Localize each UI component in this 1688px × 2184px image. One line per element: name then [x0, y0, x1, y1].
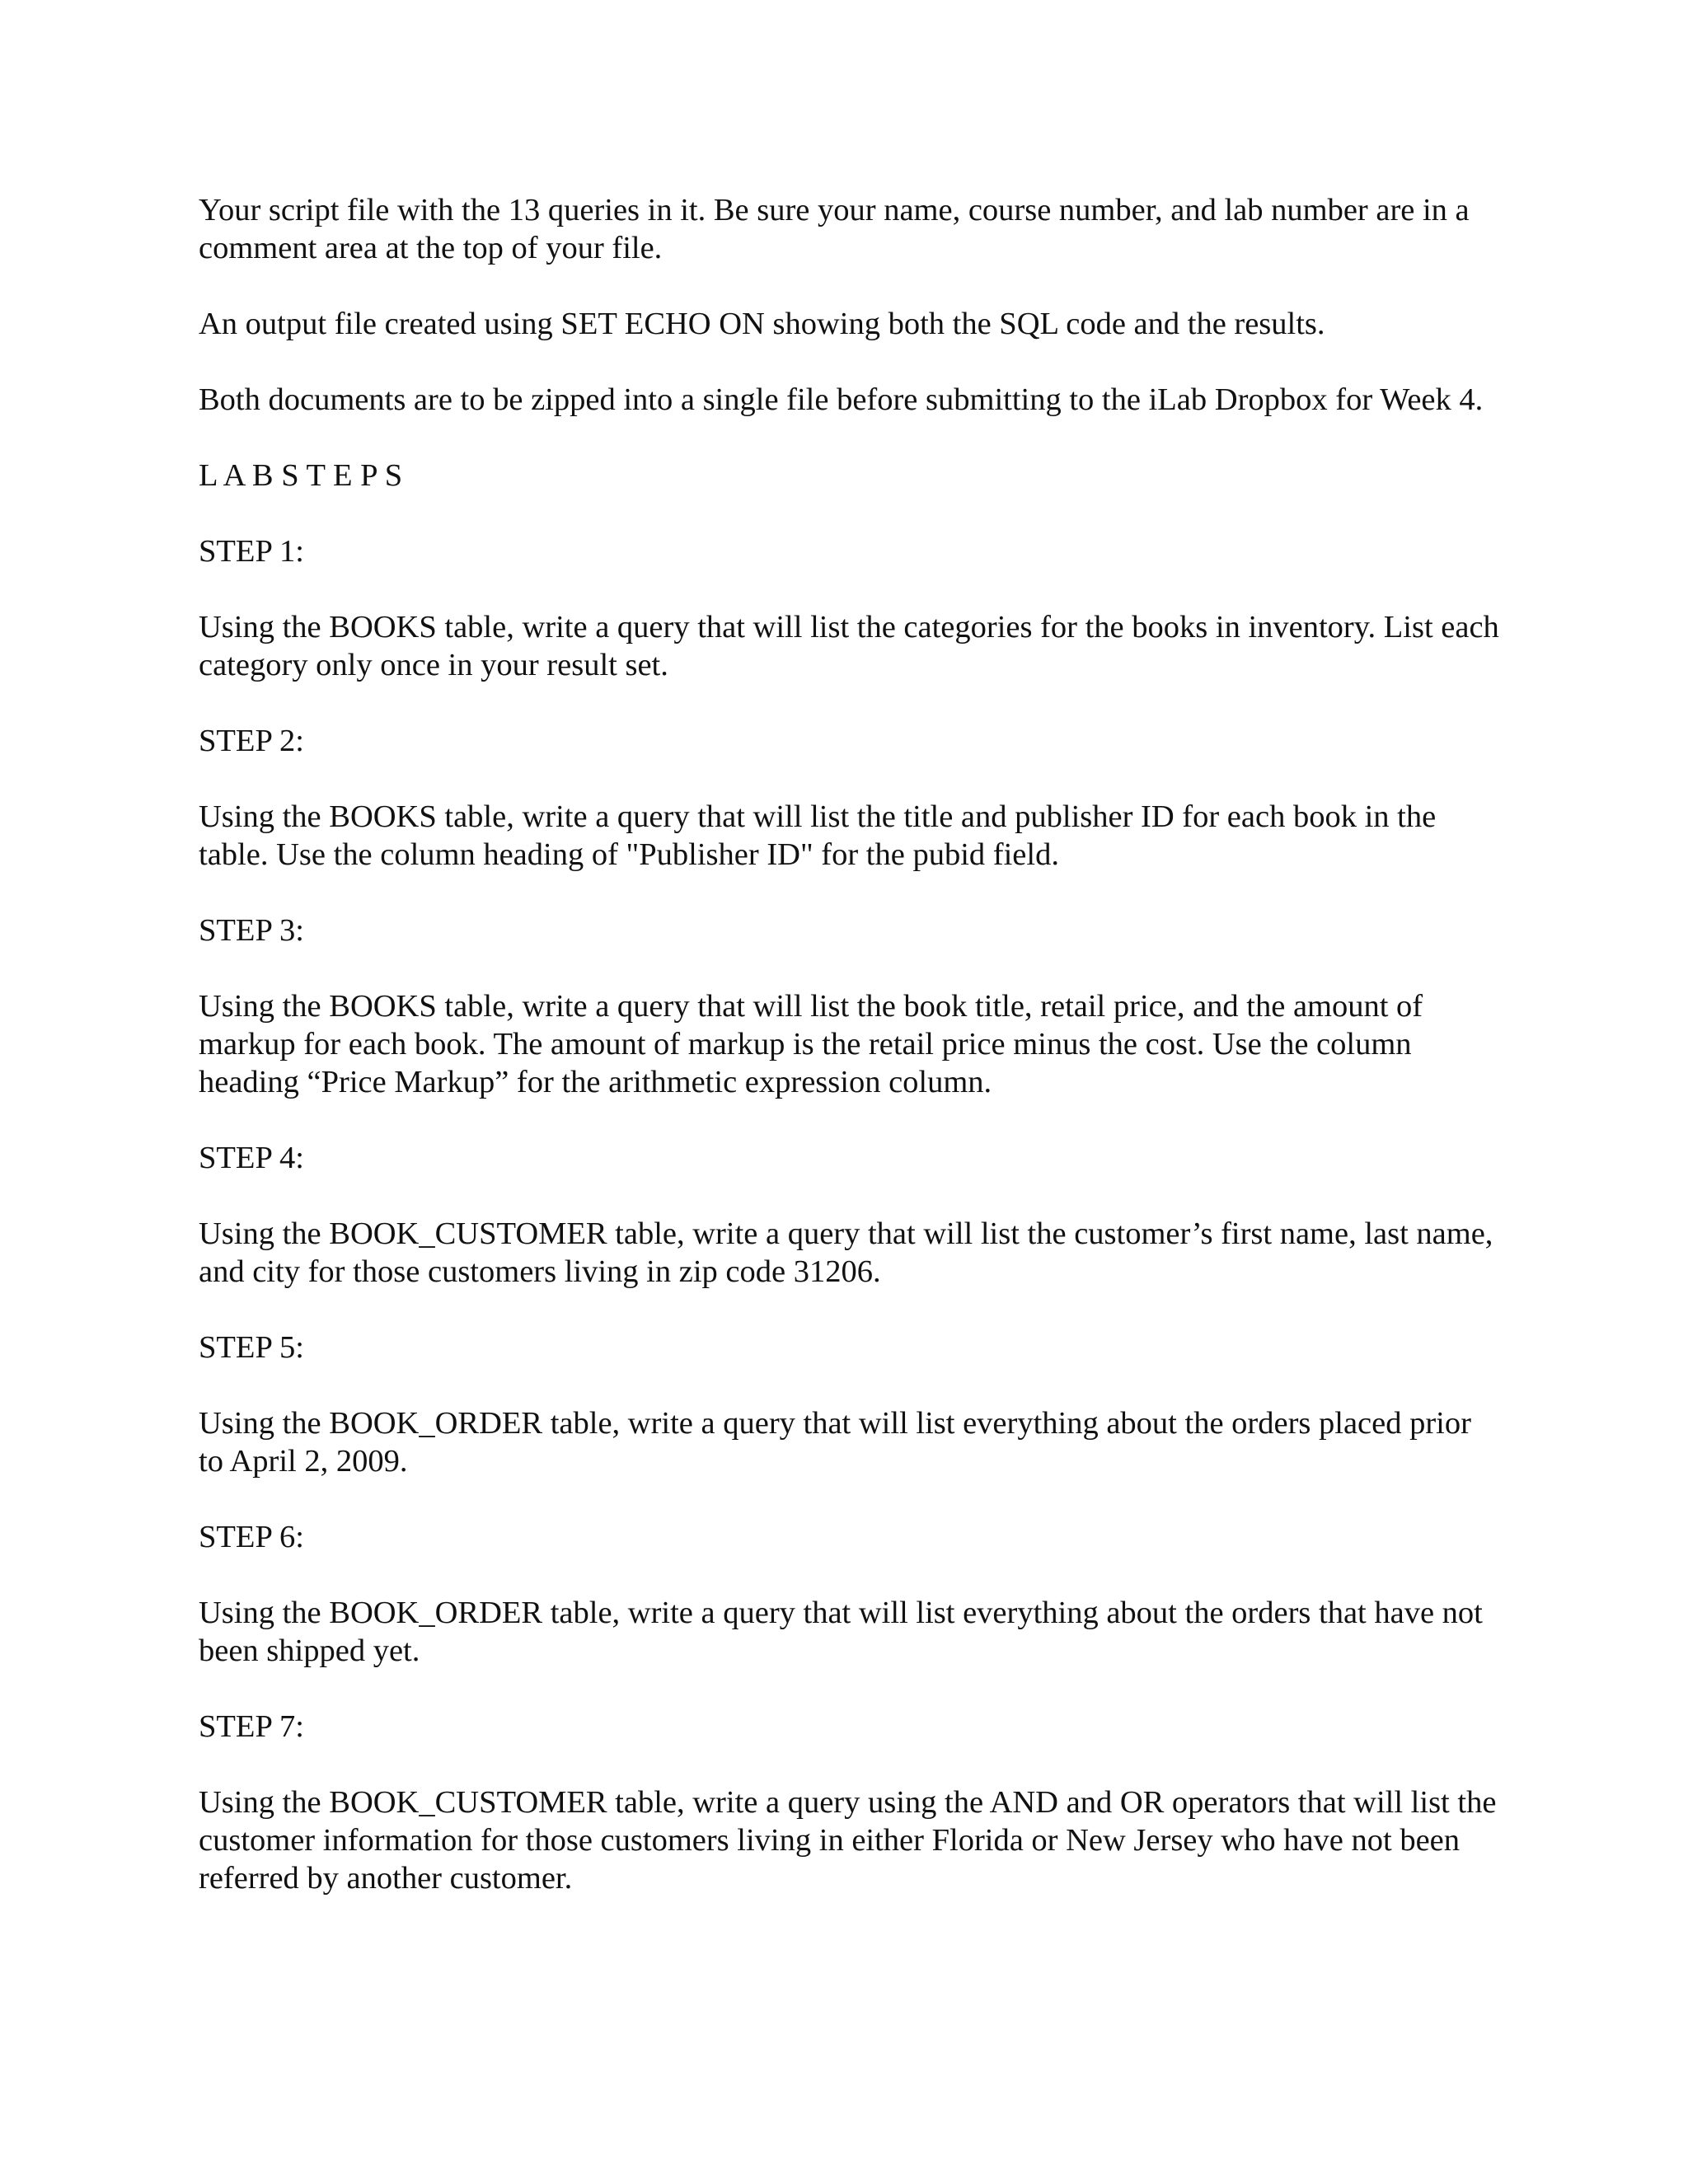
lab-steps-heading: L A B S T E P S: [199, 458, 403, 493]
step-6-label: STEP 6:: [199, 1520, 305, 1554]
step-1-label: STEP 1:: [199, 534, 305, 569]
step-4-text: Using the BOOK_CUSTOMER table, write a query that will list the customer’s first name, last name, and city for those customers living in zip code 31206.: [199, 1216, 1493, 1289]
step-2-text: Using the BOOKS table, write a query that will list the title and publisher ID for each book in the table. Use the column heading of "Publisher ID" for the pubid field.: [199, 799, 1437, 872]
step-7-text: Using the BOOK_CUSTOMER table, write a query using the AND and OR operators that will list the customer information for those customers living in either Florida or New Jersey who have not been referred by another customer.: [199, 1785, 1497, 1896]
step-7-label: STEP 7:: [199, 1709, 305, 1744]
document-body: [199, 191, 1501, 1935]
step-5-text: Using the BOOK_ORDER table, write a query that will list everything about the orders placed prior to April 2, 2009.: [199, 1406, 1471, 1479]
step-6-text: Using the BOOK_ORDER table, write a query that will list everything about the orders that have not been shipped yet.: [199, 1596, 1483, 1668]
intro-paragraph-submission: Both documents are to be zipped into a single file before submitting to the iLab Dropbox for Week 4.: [199, 382, 1484, 417]
step-1-text: Using the BOOKS table, write a query that will list the categories for the books in inventory. List each category only once in your result set.: [199, 610, 1499, 682]
step-3-text: Using the BOOKS table, write a query that will list the book title, retail price, and the amount of markup for each book. The amount of markup is the retail price minus the cost. Use the column heading “Price Markup” for the arithmetic expression column.: [199, 989, 1423, 1099]
step-2-label: STEP 2:: [199, 724, 305, 758]
step-4-label: STEP 4:: [199, 1141, 305, 1175]
step-3-label: STEP 3:: [199, 913, 305, 948]
intro-paragraph-script-file: Your script file with the 13 queries in it. Be sure your name, course number, and lab number are in a comment area at the top of your file.: [199, 193, 1470, 265]
intro-paragraph-output-file: An output file created using SET ECHO ON showing both the SQL code and the results.: [199, 307, 1325, 341]
step-5-label: STEP 5:: [199, 1330, 305, 1365]
